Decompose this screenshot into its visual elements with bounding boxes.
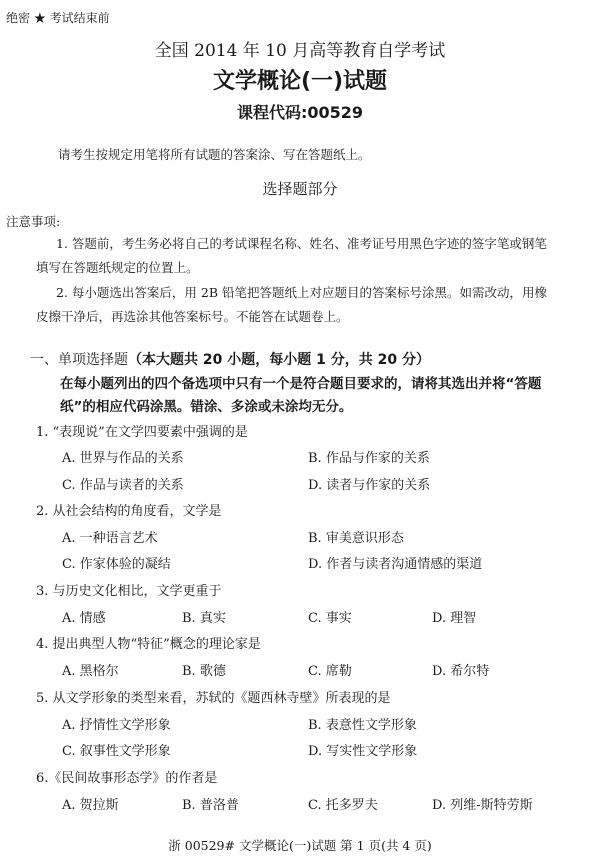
question-2-stem: 2. 从社会结构的角度看，文学是 (36, 504, 222, 519)
section-title (30, 349, 430, 369)
question-5-option-a: A. 抒情性文学形象 (62, 718, 171, 733)
question-6-option-d: D. 列维-斯特劳斯 (432, 798, 533, 813)
question-6-option-a: A. 贺拉斯 (62, 798, 119, 813)
question-6-option-c: C. 托多罗夫 (308, 798, 378, 813)
question-3-option-a: A. 情感 (62, 611, 106, 626)
notice-item-2-line-1: 2. 每小题选出答案后，用 2B 铅笔把答题纸上对应题目的答案标号涂黑。如需改动，用橡 (56, 285, 547, 300)
section-title-text: 一、单项选择题 (30, 352, 128, 368)
question-6-stem: 6.《民间故事形态学》的作者是 (36, 771, 218, 786)
question-1-option-a: A. 世界与作品的关系 (62, 451, 184, 466)
question-3-option-b: B. 真实 (182, 611, 226, 626)
question-2-option-d: D. 作者与读者沟通情感的渠道 (308, 557, 483, 572)
question-2-option-b: B. 审美意识形态 (308, 531, 404, 546)
question-1-option-c: C. 作品与读者的关系 (62, 478, 184, 493)
secret-mark: 绝密 ★ 考试结束前 (6, 11, 110, 25)
section-title-note: （本大题共 20 小题，每小题 1 分，共 20 分） (128, 352, 430, 368)
question-5-option-d: D. 写实性文学形象 (308, 744, 418, 759)
question-4-option-a: A. 黑格尔 (62, 664, 119, 679)
question-5-stem: 5. 从文学形象的类型来看，苏轼的《题西林寺壁》所表现的是 (36, 691, 391, 706)
question-4-option-b: B. 歌德 (182, 664, 226, 679)
question-5-option-c: C. 叙事性文学形象 (62, 744, 171, 759)
instruction: 请考生按规定用笔将所有试题的答案涂、写在答题纸上。 (58, 147, 371, 162)
question-6-option-b: B. 普洛普 (182, 798, 239, 813)
exam-title: 全国 2014 年 10 月高等教育自学考试 (154, 41, 446, 61)
question-4-option-d: D. 希尔特 (432, 664, 490, 679)
notice-item-1-line-2: 填写在答题纸规定的位置上。 (36, 260, 199, 275)
paper-title: 文学概论(一)试题 (212, 69, 388, 94)
notice-item-1-line-1: 1. 答题前，考生务必将自己的考试课程名称、姓名、准考证号用黑色字迹的签字笔或钢笔 (56, 236, 547, 251)
question-1-option-b: B. 作品与作家的关系 (308, 451, 430, 466)
question-5-option-b: B. 表意性文学形象 (308, 718, 417, 733)
question-4-stem: 4. 提出典型人物“特征”概念的理论家是 (36, 637, 261, 652)
notice-item-2-line-2: 皮擦干净后，再选涂其他答案标号。不能答在试题卷上。 (36, 309, 349, 324)
question-1-stem: 1. “表现说”在文学四要素中强调的是 (36, 425, 248, 440)
section-desc-line-1: 在每小题列出的四个备选项中只有一个是符合题目要求的，请将其选出并将“答题 (60, 376, 542, 392)
page-footer: 浙 00529# 文学概论(一)试题 第 1 页(共 4 页) (168, 838, 432, 853)
question-3-stem: 3. 与历史文化相比，文学更重于 (36, 584, 222, 599)
question-3-option-d: D. 理智 (432, 611, 477, 626)
question-2-option-a: A. 一种语言艺术 (62, 531, 158, 546)
question-2-option-c: C. 作家体验的凝结 (62, 557, 171, 572)
question-4-option-c: C. 席勒 (308, 664, 352, 679)
section-desc-line-2: 纸”的相应代码涂黑。错涂、多涂或未涂均无分。 (60, 399, 353, 415)
course-code: 课程代码:00529 (236, 103, 364, 122)
question-1-option-d: D. 读者与作家的关系 (308, 478, 431, 493)
notice-title: 注意事项: (6, 214, 61, 229)
question-3-option-c: C. 事实 (308, 611, 352, 626)
part-name: 选择题部分 (262, 180, 338, 198)
